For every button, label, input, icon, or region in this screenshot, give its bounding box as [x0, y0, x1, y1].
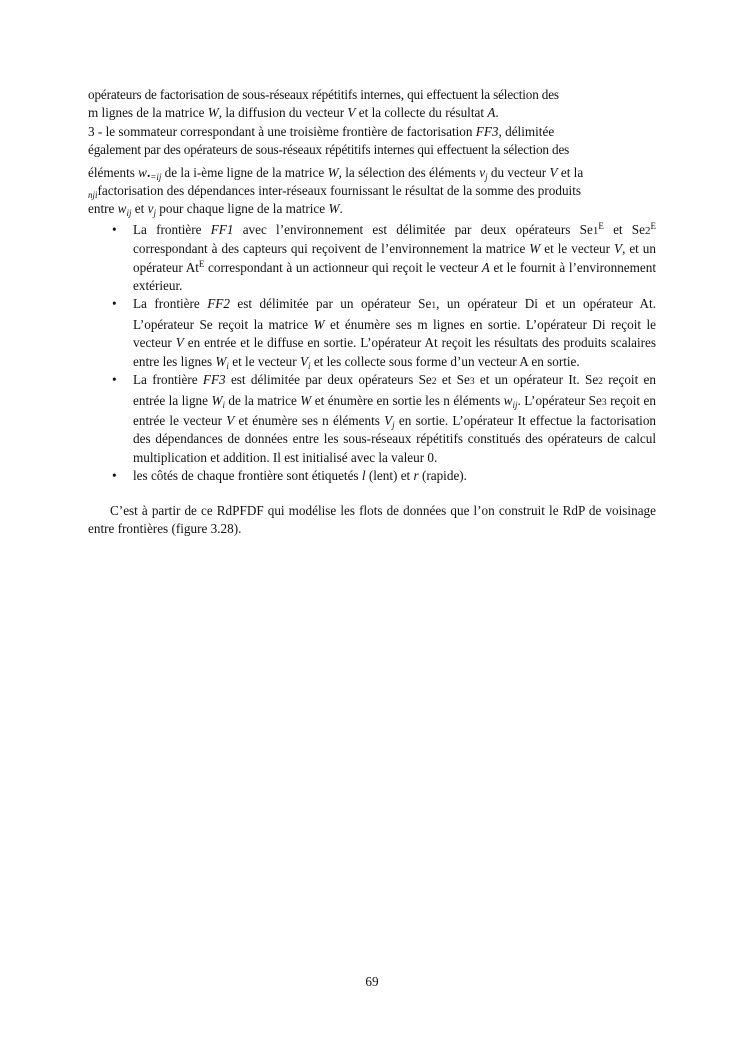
page-number: 69	[365, 974, 379, 989]
frontier-list	[88, 221, 656, 486]
intro-line-6: $_{nji}$factorisation des dépendances inter-réseaux fournissant le résultat de la somme des produits	[88, 183, 582, 201]
intro-line-4: également par des opérateurs de sous-réseaux répétitifs internes qui effectuent la sélection des	[88, 142, 570, 158]
closing-paragraph: C’est à partir de ce RdPFDF qui modélise les flots de données que l’on construit le RdP de voisinage entre frontières (figure 3.28).	[88, 502, 656, 536]
bullet-ff2: • La frontière FF2 est délimitée par un opérateur Se1, un opérateur Di et un opérateur At. L’opérateur Se reçoit la matrice W et énumère ses m lignes en sortie. L’opérateur Di reçoit le vecteur V en entrée et le diffuse en sortie. L’opérateur At reçoit les résultats des produits scalaires entre les lignes $W_i$ et le vecteur $V_i$ et les collecte sous forme d’un vecteur A en sortie.	[112, 296, 656, 371]
intro-line-1: opérateurs de factorisation de sous-réseaux répétitifs internes, qui effectuent la sélection des	[88, 87, 559, 102]
intro-line-7: entre $w_{ij}$ et $v_j$ pour chaque ligne de la matrice W.	[88, 201, 343, 219]
bullet-icon: •	[112, 468, 117, 484]
intro-line-5: éléments $w._{=ij}$ de la i-ème ligne de la matrice W, la sélection des éléments $v_j$ du vecteur V et la	[88, 164, 584, 182]
bullet-icon: •	[112, 296, 117, 312]
bullet-ff1: • La frontière FF1 avec l’environnement est délimitée par deux opérateurs $Se1^E$ et $Se2^E$ correspondant à des capteurs qui reçoivent de l’environnement la matrice W et le vecteur V, et un opérateur $At^E$ correspondant à un actionneur qui reçoit le vecteur A et le fournit à l’environnement extérieur.	[112, 220, 657, 294]
bullet-icon: •	[112, 221, 117, 237]
intro-line-2: m lignes de la matrice W, la diffusion du vecteur V et la collecte du résultat A.	[88, 105, 499, 121]
bullet-sides: • les côtés de chaque frontière sont étiquetés l (lent) et r (rapide).	[88, 467, 656, 485]
bullet-ff3: • La frontière FF3 est délimitée par deux opérateurs Se2 et Se3 et un opérateur It. Se2 reçoit en entrée la ligne $W_i$ de la matrice W et énumère en sortie les n éléments $w_{ij}$. L’opérateur Se3 reçoit en entrée le vecteur V et énumère ses n éléments $V_j$ en sortie. L’opérateur It effectue la factorisation des dépendances de données entre les sous-réseaux répétitifs constitués des opérateurs de calcul multiplication et addition. Il est initialisé avec la valeur 0.	[112, 372, 657, 465]
page-body	[88, 86, 656, 538]
intro-line-3: 3 - le sommateur correspondant à une troisième frontière de factorisation FF3, délimitée	[88, 123, 555, 139]
bullet-icon: •	[112, 372, 117, 388]
